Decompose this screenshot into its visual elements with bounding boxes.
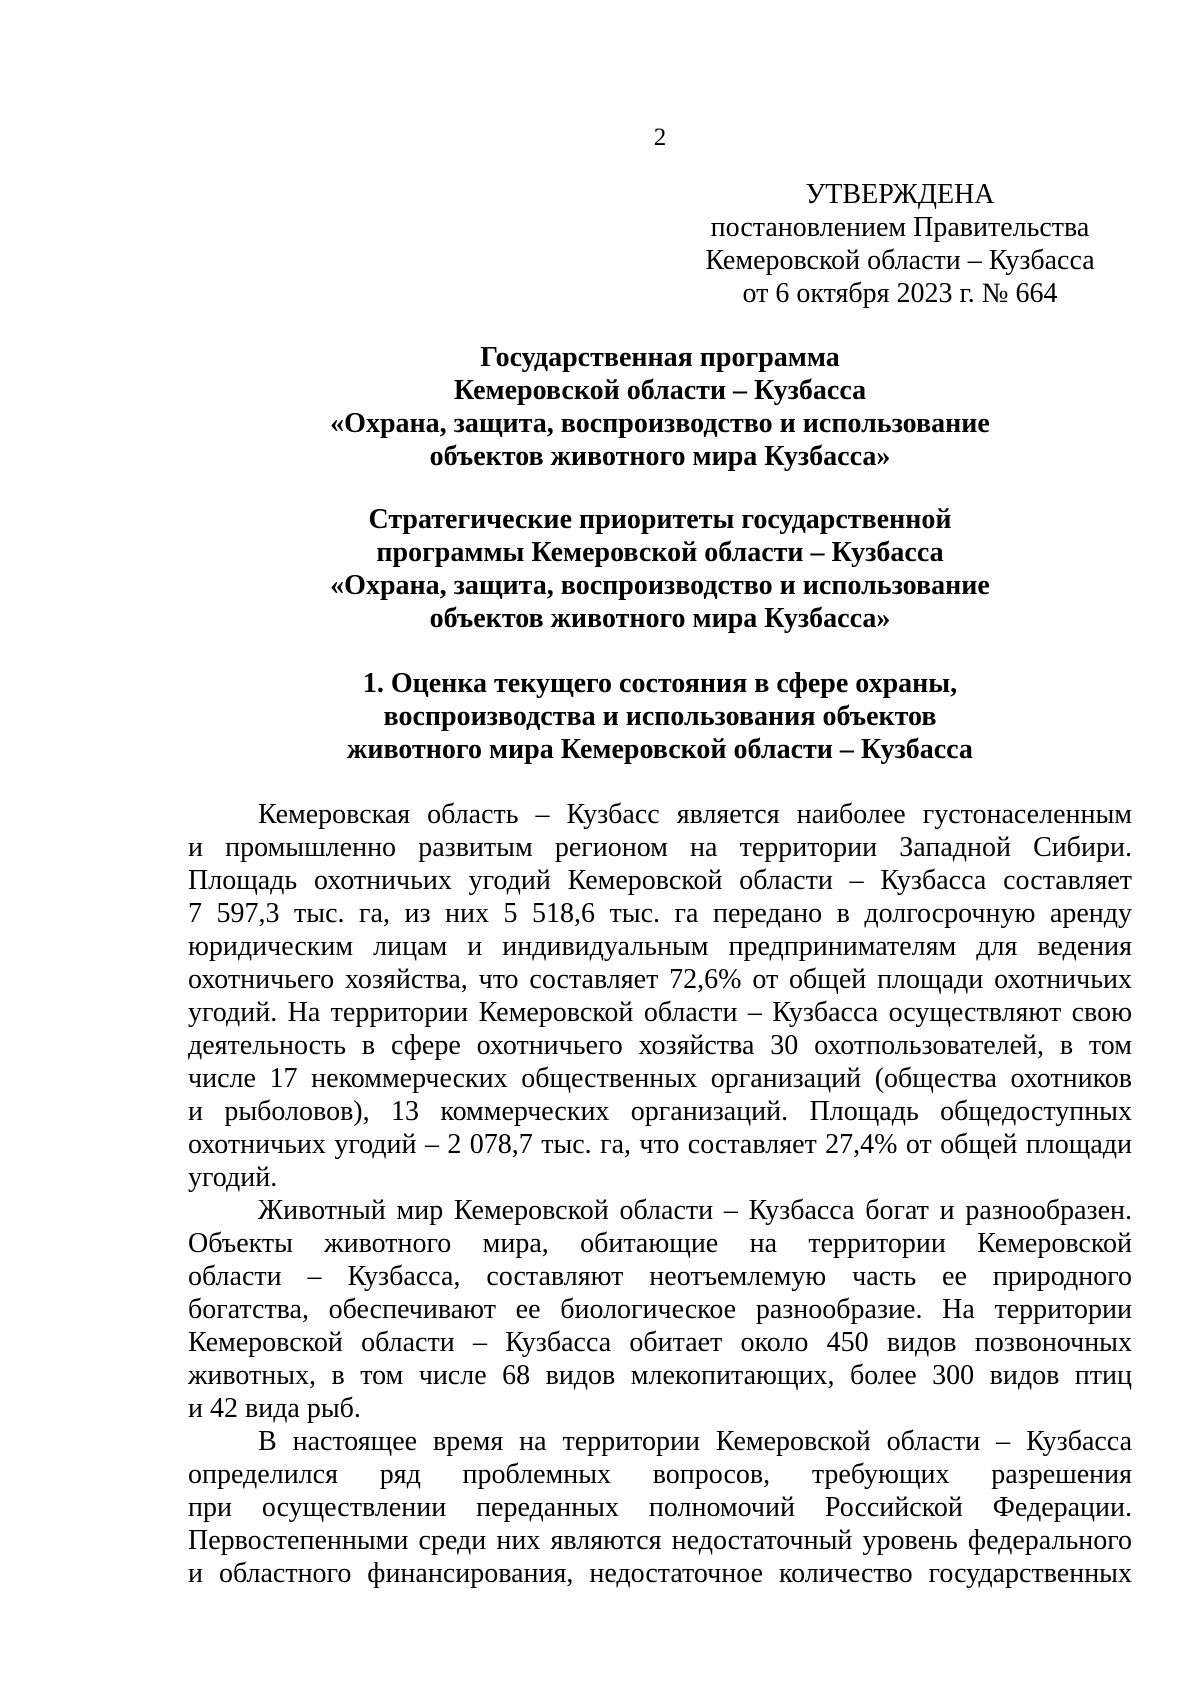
section-title-line: животного мира Кемеровской области – Кузбасса	[347, 734, 973, 765]
text-line: богатства, обеспечивают ее биологическое разнообразие. На территории	[188, 1294, 1132, 1325]
text-line: области – Кузбасса, составляют неотъемлемую часть ее природного	[188, 1261, 1132, 1292]
text-line: Кемеровской области – Кузбасса обитает около 450 видов позвоночных	[188, 1327, 1132, 1358]
text-line: угодий.	[188, 1162, 278, 1193]
section-title	[0, 667, 1200, 766]
body-text	[188, 798, 1132, 1590]
program-title-line: объектов животного мира Кузбасса»	[429, 441, 891, 472]
text-line: В настоящее время на территории Кемеровской области – Кузбасса	[258, 1426, 1132, 1457]
program-title	[0, 341, 1200, 473]
text-line: деятельность в сфере охотничьего хозяйства 30 охотпользователей, в том	[188, 1030, 1132, 1061]
text-line: определился ряд проблемных вопросов, требующих разрешения	[188, 1459, 1132, 1490]
program-title-line: «Охрана, защита, воспроизводство и использование	[330, 408, 990, 439]
text-line: юридическим лицам и индивидуальным предпринимателям для ведения	[188, 931, 1132, 962]
paragraph-hunting-grounds	[188, 798, 1132, 1194]
paragraph-fauna	[188, 1194, 1132, 1425]
priorities-title-line: программы Кемеровской области – Кузбасса	[376, 537, 944, 568]
text-line: и областного финансирования, недостаточное количество государственных	[188, 1558, 1132, 1589]
priorities-title-line: объектов животного мира Кузбасса»	[429, 603, 891, 634]
text-line: Первостепенными среди них являются недостаточный уровень федерального	[188, 1525, 1132, 1556]
text-line: Объекты животного мира, обитающие на территории Кемеровской	[188, 1228, 1132, 1259]
priorities-title-line: «Охрана, защита, воспроизводство и использование	[330, 570, 990, 601]
approval-stamp-block	[680, 178, 1120, 310]
section-title-line: воспроизводства и использования объектов	[383, 701, 937, 732]
program-title-line: Государственная программа	[480, 342, 840, 373]
paragraph-problems	[188, 1425, 1132, 1590]
program-title-line: Кемеровской области – Кузбасса	[453, 375, 867, 406]
text-line: и промышленно развитым регионом на территории Западной Сибири.	[188, 832, 1132, 863]
text-line: Площадь охотничьих угодий Кемеровской области – Кузбасса составляет	[188, 865, 1132, 896]
text-line: при осуществлении переданных полномочий Российской Федерации.	[188, 1492, 1132, 1523]
approval-line: УТВЕРЖДЕНА	[805, 179, 995, 210]
text-line: и 42 вида рыб.	[188, 1393, 361, 1424]
text-line: Кемеровская область – Кузбасс является наиболее густонаселенным	[258, 799, 1132, 830]
page-number: 2	[653, 124, 667, 151]
text-line: 7 597,3 тыс. га, из них 5 518,6 тыс. га передано в долгосрочную аренду	[188, 898, 1132, 929]
priorities-title-line: Стратегические приоритеты государственной	[368, 504, 952, 535]
text-line: угодий. На территории Кемеровской области – Кузбасса осуществляют свою	[188, 997, 1132, 1028]
text-line: животных, в том числе 68 видов млекопитающих, более 300 видов птиц	[188, 1360, 1132, 1391]
text-line: Животный мир Кемеровской области – Кузбасса богат и разнообразен.	[258, 1195, 1132, 1226]
approval-line: от 6 октября 2023 г. № 664	[742, 278, 1058, 309]
text-line: охотничьего хозяйства, что составляет 72,6% от общей площади охотничьих	[188, 964, 1132, 995]
approval-line: постановлением Правительства	[710, 212, 1090, 243]
section-title-line: 1. Оценка текущего состояния в сфере охраны,	[362, 668, 958, 699]
priorities-title	[0, 503, 1200, 635]
text-line: и рыболовов), 13 коммерческих организаций. Площадь общедоступных	[188, 1096, 1132, 1127]
approval-line: Кемеровской области – Кузбасса	[705, 245, 1095, 276]
text-line: числе 17 некоммерческих общественных организаций (общества охотников	[188, 1063, 1132, 1094]
text-line: охотничьих угодий – 2 078,7 тыс. га, что составляет 27,4% от общей площади	[188, 1129, 1132, 1160]
